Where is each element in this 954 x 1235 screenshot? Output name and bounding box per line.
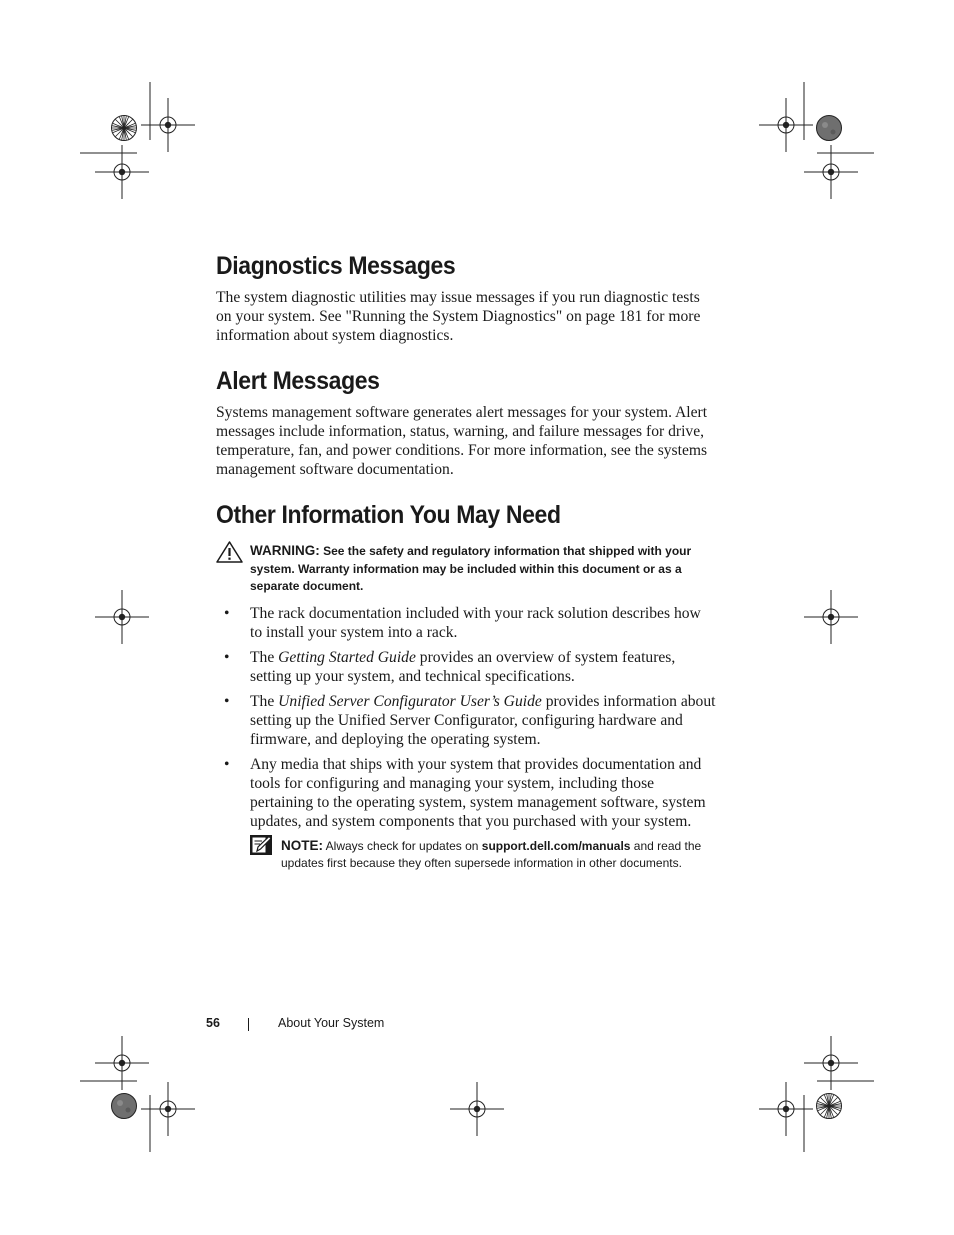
- diagnostics-paragraph: The system diagnostic utilities may issue messages if you run diagnostic tests on your system. See "Running the System Diagnostics" on page 181 for more information about system diagnostics.: [216, 289, 701, 344]
- list-item: [216, 604, 716, 642]
- list-item-text-post: provides an overview of system features, setting up your system, and technical specifications.: [250, 648, 676, 685]
- list-item-text: Any media that ships with your system that provides documentation and tools for configuring and managing your system, including those pertaining to the operating system, system management software, system updates, and system components that you purchased with your system.: [250, 755, 706, 830]
- alert-heading: Alert Messages: [216, 367, 380, 395]
- registration-mark-icon: [141, 98, 195, 152]
- registration-mark-icon: [759, 98, 813, 152]
- note-callout: [250, 837, 716, 873]
- footer-chapter-title: About Your System: [278, 1016, 385, 1030]
- color-target-icon: [817, 116, 842, 141]
- list-item-text: The rack documentation included with your rack solution describes how to install your system into a rack.: [250, 604, 701, 641]
- registration-mark-icon: [804, 1036, 858, 1090]
- registration-mark-icon: [450, 1082, 504, 1136]
- list-item-text-pre: The: [250, 692, 279, 710]
- registration-mark-icon: [95, 590, 149, 644]
- footer-divider: [248, 1018, 249, 1031]
- warning-callout: [216, 542, 716, 596]
- alert-paragraph: Systems management software generates alert messages for your system. Alert messages include information, status, warning, and failure messages for drive, temperature, fan, and power conditions. For more information, see the systems management software documentation.: [216, 404, 708, 478]
- color-target-icon: [817, 1094, 842, 1119]
- page-content: [216, 252, 716, 873]
- list-item-text-post: provides information about setting up the Unified Server Configurator, configuring hardware and firmware, and deploying the operating system.: [250, 692, 716, 748]
- color-target-icon: [112, 1094, 137, 1119]
- list-item: [216, 648, 716, 686]
- note-label: NOTE:: [281, 837, 323, 853]
- documentation-list: [216, 604, 716, 831]
- warning-text: See the safety and regulatory information that shipped with your system. Warranty information may be included within this document or as a separate document.: [250, 544, 692, 593]
- note-pencil-icon: [250, 835, 272, 855]
- registration-mark-icon: [95, 1036, 149, 1090]
- list-item-text-pre: The: [250, 648, 279, 666]
- list-item: [216, 692, 716, 749]
- registration-mark-icon: [804, 590, 858, 644]
- bullet-glyph: •: [224, 604, 230, 622]
- page-number: 56: [206, 1016, 220, 1030]
- bullet-glyph: •: [224, 692, 230, 710]
- list-item: [216, 755, 716, 831]
- bullet-glyph: •: [224, 755, 230, 773]
- warning-triangle-icon: [216, 541, 243, 563]
- guide-title: Unified Server Configurator User’s Guide: [278, 692, 542, 710]
- color-target-icon: [112, 116, 137, 141]
- warning-label: WARNING:: [250, 543, 320, 558]
- diagnostics-heading: Diagnostics Messages: [216, 252, 456, 280]
- note-text-post: and read the updates first because they often supersede information in other documents.: [281, 838, 702, 870]
- guide-title: Getting Started Guide: [278, 648, 416, 666]
- other-info-heading: Other Information You May Need: [216, 501, 561, 529]
- support-link[interactable]: support.dell.com/manuals: [481, 838, 631, 853]
- bullet-glyph: •: [224, 648, 230, 666]
- registration-mark-icon: [759, 1082, 813, 1136]
- note-text-pre: Always check for updates on: [323, 838, 482, 853]
- registration-mark-icon: [141, 1082, 195, 1136]
